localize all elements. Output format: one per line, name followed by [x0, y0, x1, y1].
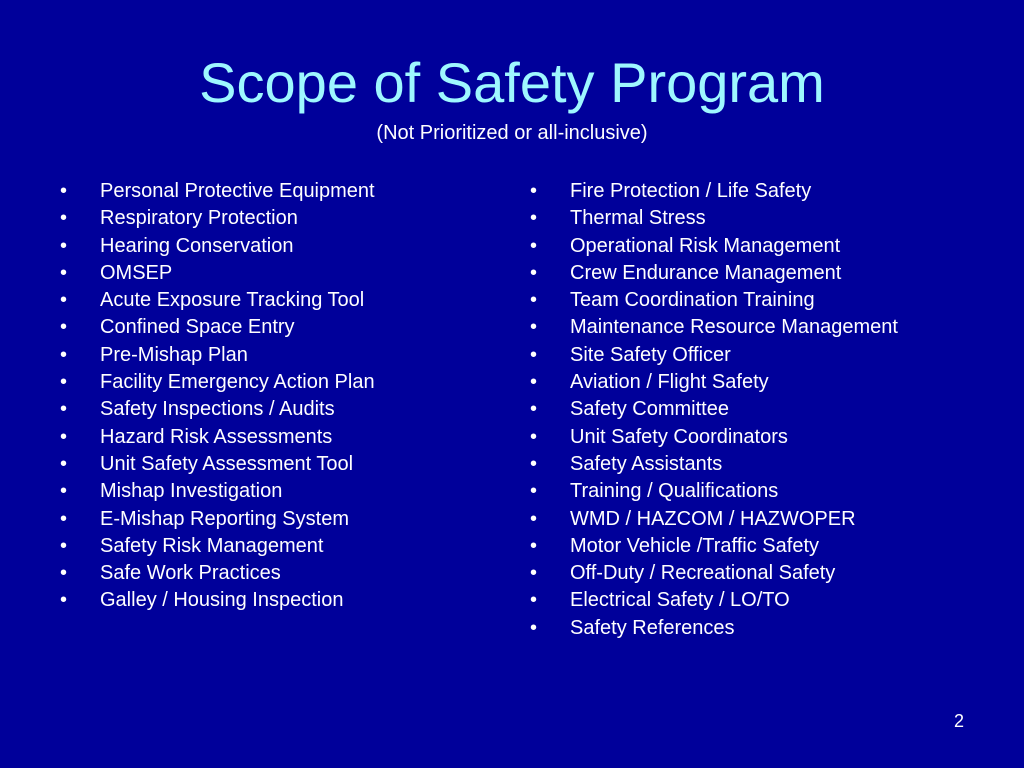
bullet-text: Facility Emergency Action Plan	[100, 371, 375, 394]
bullet-item	[530, 560, 898, 587]
bullet-text: Thermal Stress	[570, 207, 706, 230]
bullet-item	[60, 451, 375, 478]
bullet-item	[530, 178, 898, 205]
bullet-text: Unit Safety Assessment Tool	[100, 452, 354, 475]
bullet-text: Maintenance Resource Management	[570, 316, 898, 339]
page-number: 2	[953, 711, 964, 731]
bullet-text: Safety References	[570, 616, 735, 639]
bullet-item	[60, 560, 375, 587]
bullet-text: Training / Qualifications	[570, 480, 779, 503]
bullet-text: Pre-Mishap Plan	[100, 343, 248, 366]
bullet-icon: •	[530, 343, 538, 366]
bullet-item	[60, 369, 375, 396]
bullet-item	[60, 260, 375, 287]
bullet-item	[530, 233, 898, 260]
left-bullet-list	[60, 178, 375, 615]
bullet-icon: •	[530, 371, 538, 394]
right-bullet-list	[530, 178, 898, 642]
bullet-text: Galley / Housing Inspection	[100, 589, 344, 612]
bullet-icon: •	[60, 207, 68, 230]
bullet-text: Safety Risk Management	[100, 534, 324, 557]
bullet-icon: •	[530, 180, 538, 202]
bullet-icon: •	[60, 180, 68, 202]
bullet-text: Fire Protection / Life Safety	[570, 180, 812, 202]
bullet-icon: •	[60, 534, 68, 557]
bullet-icon: •	[530, 480, 538, 503]
bullet-item	[530, 478, 898, 505]
bullet-text: Mishap Investigation	[100, 480, 283, 503]
bullet-text: Crew Endurance Management	[570, 261, 842, 284]
bullet-icon: •	[60, 452, 68, 475]
bullet-text: Operational Risk Management	[570, 234, 841, 257]
bullet-text: OMSEP	[100, 261, 173, 284]
bullet-item	[530, 287, 898, 314]
bullet-icon: •	[60, 234, 68, 257]
bullet-item	[60, 506, 375, 533]
bullet-icon: •	[60, 398, 68, 421]
bullet-text: Off-Duty / Recreational Safety	[570, 562, 836, 585]
bullet-icon: •	[530, 207, 538, 230]
bullet-icon: •	[530, 398, 538, 421]
bullet-icon: •	[530, 234, 538, 257]
bullet-text: Respiratory Protection	[100, 207, 298, 230]
bullet-item	[60, 314, 375, 341]
bullet-text: Safety Inspections / Audits	[100, 398, 335, 421]
bullet-item	[60, 233, 375, 260]
bullet-item	[60, 342, 375, 369]
bullet-item	[530, 369, 898, 396]
bullet-icon: •	[60, 480, 68, 503]
bullet-text: Motor Vehicle /Traffic Safety	[570, 534, 819, 557]
bullet-item	[60, 478, 375, 505]
bullet-icon: •	[60, 371, 68, 394]
bullet-icon: •	[530, 616, 538, 639]
bullet-icon: •	[530, 316, 538, 339]
bullet-text: Hazard Risk Assessments	[100, 425, 333, 448]
bullet-item	[60, 396, 375, 423]
bullet-item	[530, 451, 898, 478]
bullet-item	[60, 178, 375, 205]
bullet-text: Confined Space Entry	[100, 316, 295, 339]
bullet-icon: •	[60, 289, 68, 312]
bullet-icon: •	[530, 261, 538, 284]
bullet-item	[530, 314, 898, 341]
bullet-item	[530, 506, 898, 533]
bullet-text: WMD / HAZCOM / HAZWOPER	[570, 507, 856, 530]
bullet-item	[530, 587, 898, 614]
bullet-icon: •	[530, 507, 538, 530]
bullet-item	[60, 533, 375, 560]
bullet-icon: •	[530, 452, 538, 475]
bullet-icon: •	[60, 316, 68, 339]
bullet-item	[60, 205, 375, 232]
bullet-text: Acute Exposure Tracking Tool	[100, 289, 365, 312]
bullet-text: Team Coordination Training	[570, 289, 815, 312]
bullet-item	[530, 533, 898, 560]
bullet-icon: •	[60, 343, 68, 366]
bullet-item	[60, 287, 375, 314]
bullet-item	[530, 396, 898, 423]
bullet-icon: •	[530, 534, 538, 557]
bullet-item	[530, 260, 898, 287]
bullet-item	[530, 615, 898, 642]
bullet-icon: •	[60, 425, 68, 448]
slide-subtitle: (Not Prioritized or all-inclusive)	[376, 122, 648, 144]
bullet-icon: •	[530, 425, 538, 448]
bullet-icon: •	[530, 589, 538, 612]
bullet-item	[530, 424, 898, 451]
bullet-icon: •	[530, 562, 538, 585]
bullet-text: Hearing Conservation	[100, 234, 294, 257]
bullet-icon: •	[60, 589, 68, 612]
bullet-text: Safe Work Practices	[100, 562, 281, 585]
bullet-text: Site Safety Officer	[570, 343, 731, 366]
bullet-icon: •	[60, 562, 68, 585]
bullet-text: E-Mishap Reporting System	[100, 507, 349, 530]
bullet-item	[530, 342, 898, 369]
bullet-icon: •	[60, 261, 68, 284]
bullet-icon: •	[530, 289, 538, 312]
bullet-item	[60, 424, 375, 451]
bullet-text: Safety Committee	[570, 398, 729, 421]
bullet-text: Unit Safety Coordinators	[570, 425, 788, 448]
bullet-text: Safety Assistants	[570, 452, 723, 475]
bullet-item	[530, 205, 898, 232]
slide-title: Scope of Safety Program	[199, 51, 825, 114]
bullet-item	[60, 587, 375, 614]
bullet-text: Electrical Safety / LO/TO	[570, 589, 790, 612]
bullet-text: Personal Protective Equipment	[100, 180, 375, 202]
bullet-icon: •	[60, 507, 68, 530]
bullet-text: Aviation / Flight Safety	[570, 371, 769, 394]
